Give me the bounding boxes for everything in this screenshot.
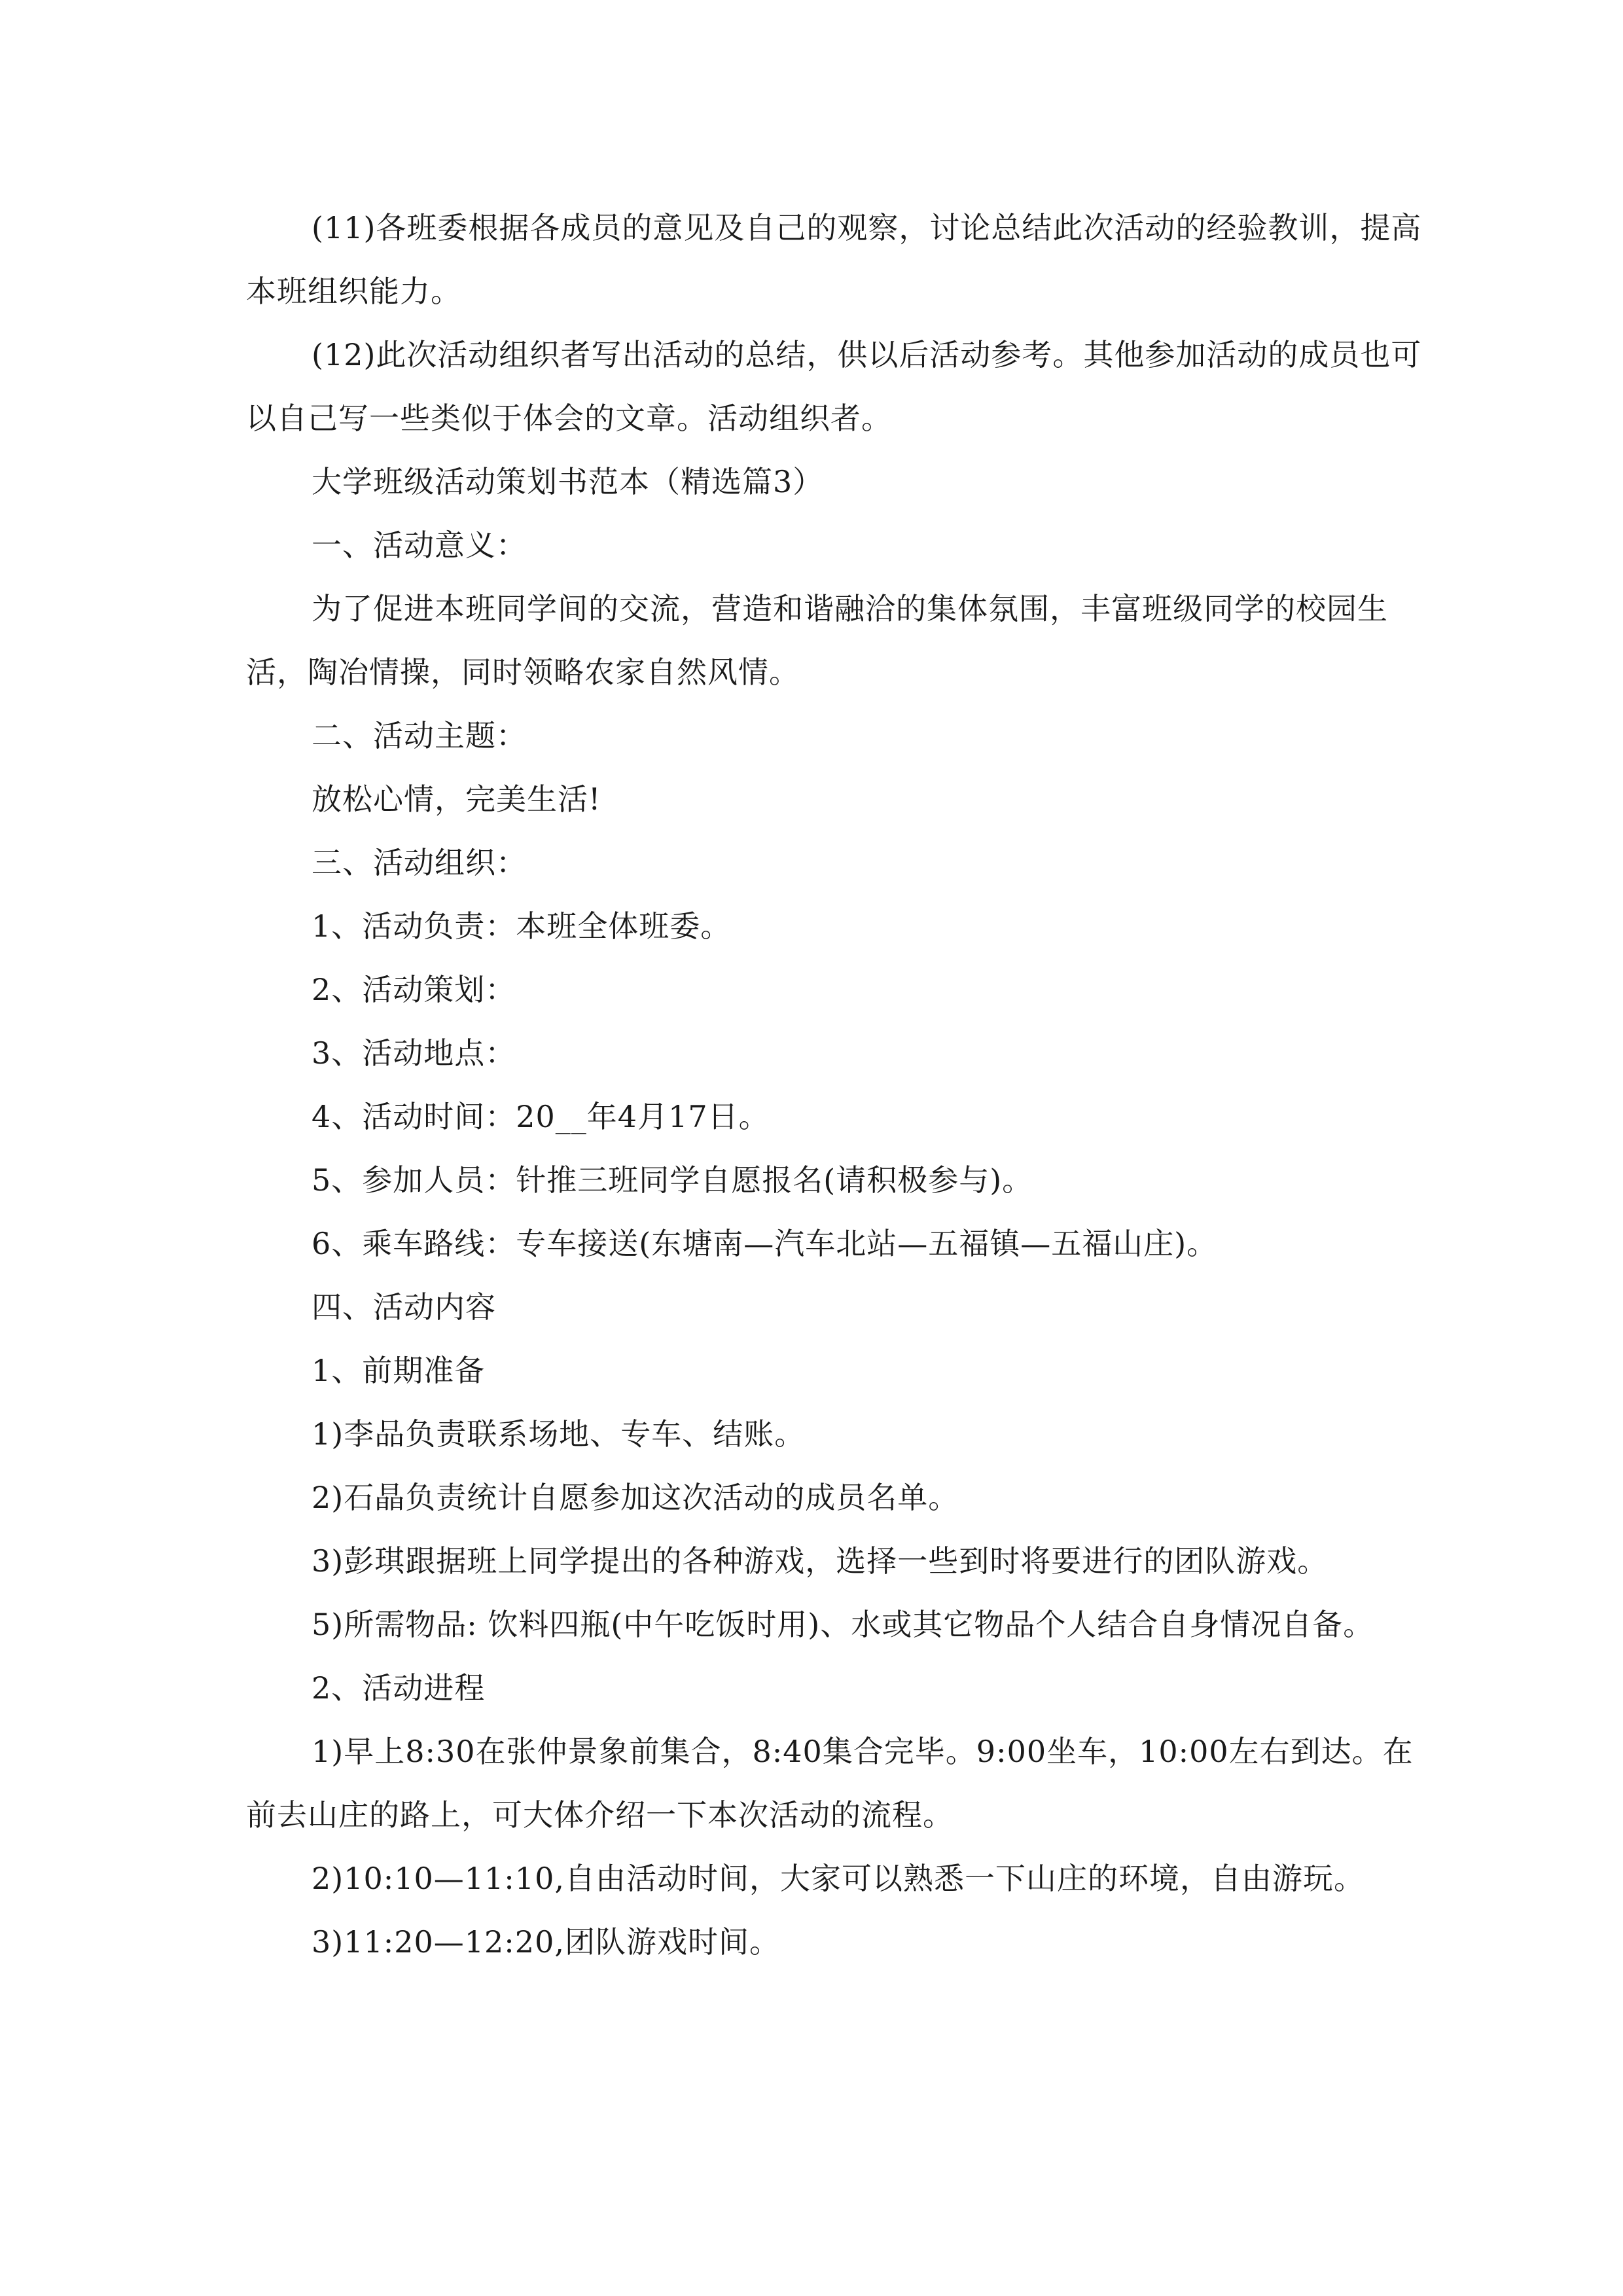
list-item: 1)早上8:30在张仲景象前集合，8:40集合完毕。9:00坐车，10:00左右到达。在前去山庄的路上，可大体介绍一下本次活动的流程。: [246, 1734, 1414, 1833]
list-item: 2、活动策划：: [312, 972, 516, 1007]
list-item: 2)10:10—11:10,自由活动时间，大家可以熟悉一下山庄的环境，自由游玩。: [312, 1861, 1364, 1896]
subsection-heading: 2、活动进程: [312, 1670, 486, 1706]
list-item: 2)石晶负责统计自愿参加这次活动的成员名单。: [312, 1480, 959, 1515]
list-item: 5)所需物品: 饮料四瓶(中午吃饭时用)、水或其它物品个人结合自身情况自备。: [312, 1607, 1374, 1642]
section-heading: 二、活动主题：: [312, 718, 527, 753]
section-heading: 一、活动意义：: [312, 528, 527, 563]
section-heading: 大学班级活动策划书范本（精选篇3）: [312, 464, 824, 499]
paragraph: 为了促进本班同学间的交流，营造和谐融洽的集体氛围，丰富班级同学的校园生活，陶冶情操，同时领略农家自然风情。: [246, 591, 1388, 690]
subsection-heading: 1、前期准备: [312, 1353, 486, 1388]
list-item: 6、乘车路线：专车接送(东塘南—汽车北站—五福镇—五福山庄)。: [312, 1226, 1218, 1261]
section-heading: 三、活动组织：: [312, 845, 527, 880]
paragraph: 放松心情，完美生活!: [312, 781, 601, 817]
list-item: 3)彭琪跟据班上同学提出的各种游戏，选择一些到时将要进行的团队游戏。: [312, 1543, 1329, 1579]
list-item: 1、活动负责：本班全体班委。: [312, 908, 732, 944]
list-item: 1)李品负责联系场地、专车、结账。: [312, 1416, 806, 1452]
paragraph: (11)各班委根据各成员的意见及自己的观察，讨论总结此次活动的经验教训，提高本班组织能力。: [246, 210, 1422, 309]
list-item: 5、参加人员：针推三班同学自愿报名(请积极参与)。: [312, 1162, 1033, 1198]
section-heading: 四、活动内容: [312, 1289, 496, 1325]
list-item: 3)11:20—12:20,团队游戏时间。: [312, 1924, 780, 1960]
list-item: 3、活动地点：: [312, 1035, 516, 1071]
list-item: 4、活动时间：20__年4月17日。: [312, 1099, 770, 1134]
paragraph: (12)此次活动组织者写出活动的总结，供以后活动参考。其他参加活动的成员也可以自己写一些类似于体会的文章。活动组织者。: [246, 337, 1422, 436]
document-body: [246, 196, 1437, 1974]
